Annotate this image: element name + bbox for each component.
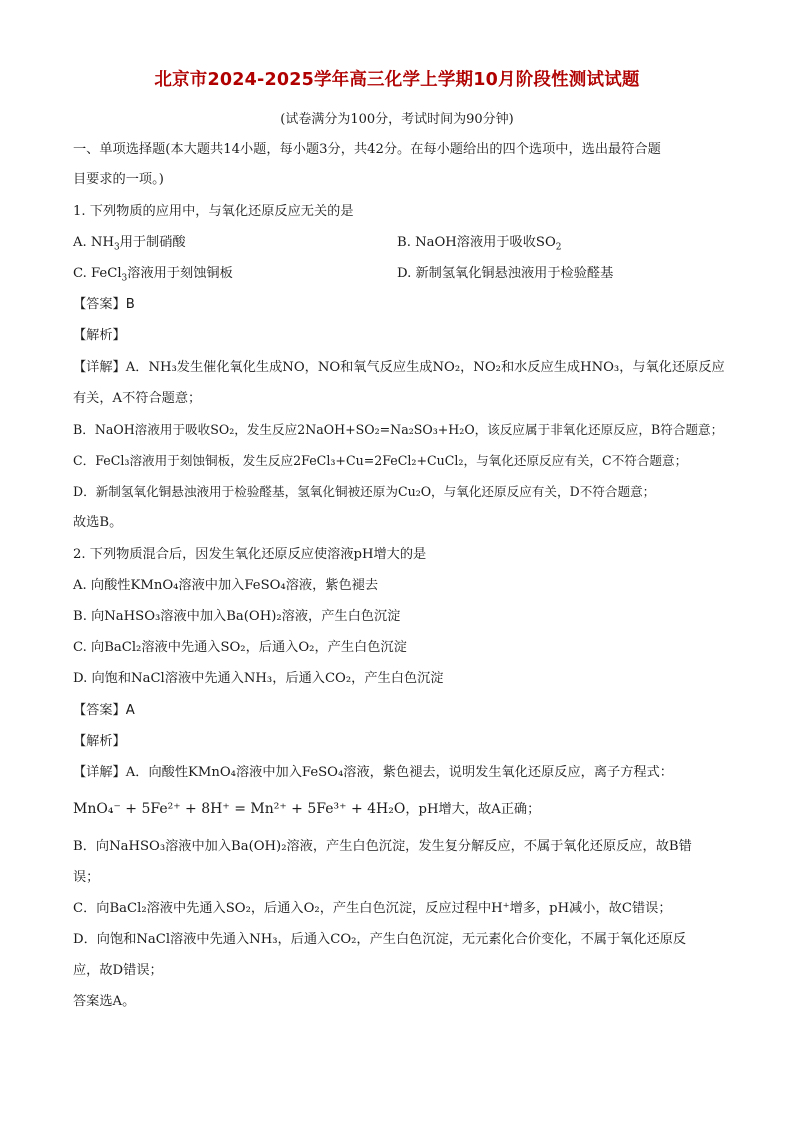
q1-detail-line: C．FeCl₃溶液用于刻蚀铜板，发生反应2FeCl₃+Cu=2FeCl₂+CuCl₂，与氧化还原反应有关，C不符合题意； (73, 453, 688, 468)
q2-detail-line: 误； (73, 870, 100, 885)
q2-detail-line: 应，故D错误； (73, 963, 163, 978)
q2-detail-line: C．向BaCl₂溶液中先通入SO₂，后通入O₂，产生白色沉淀，反应过程中H⁺增多，pH减小，故C错误； (73, 901, 672, 916)
q1-option-a: A. $NH_3$用于制硝酸 (73, 235, 186, 253)
q2-conclusion: 答案选A。 (73, 994, 136, 1009)
q1-stem: 1. 下列物质的应用中，与氧化还原反应无关的是 (73, 204, 354, 219)
q2-detail-line: B．向NaHSO₃溶液中加入Ba(OH)₂溶液，产生白色沉淀，发生复分解反应，不属于氧化还原反应，故B错 (73, 839, 692, 854)
q1-detail-line: B．NaOH溶液用于吸收SO₂，发生反应2NaOH+SO₂=Na₂SO₃+H₂O，该反应属于非氧化还原反应，B符合题意； (73, 422, 724, 437)
q2-option-b: B. 向NaHSO₃溶液中加入Ba(OH)₂溶液，产生白色沉淀 (73, 609, 401, 624)
q2-detail-line: 【详解】A．向酸性KMnO₄溶液中加入FeSO₄溶液，紫色褪去，说明发生氧化还原反应，离子方程式： (73, 765, 673, 780)
q2-option-c: C. 向BaCl₂溶液中先通入SO₂，后通入O₂，产生白色沉淀 (73, 640, 407, 655)
q1-analysis-tag: 【解析】 (73, 328, 126, 343)
page-subtitle: (试卷满分为100分，考试时间为90分钟) (280, 112, 514, 127)
q1-conclusion: 故选B。 (73, 515, 123, 530)
q2-detail-line: D．向饱和NaCl溶液中先通入NH₃，后通入CO₂，产生白色沉淀，无元素化合价变化，不属于氧化还原反 (73, 932, 687, 947)
equation-tail: ，pH增大，故A正确； (405, 802, 541, 817)
section-heading-cont: 目要求的一项。) (73, 172, 164, 187)
q2-stem: 2. 下列物质混合后，因发生氧化还原反应使溶液pH增大的是 (73, 547, 427, 562)
q2-option-a: A. 向酸性KMnO₄溶液中加入FeSO₄溶液，紫色褪去 (73, 578, 379, 593)
q1-answer: 【答案】B (73, 297, 135, 312)
q1-option-b: B. NaOH溶液用于吸收$SO_2$ (397, 235, 562, 253)
q1-detail-line: 有关，A不符合题意； (73, 391, 202, 406)
q2-analysis-tag: 【解析】 (73, 734, 126, 749)
section-heading: 一、单项选择题(本大题共14小题，每小题3分，共42分。在每小题给出的四个选项中，选出最符合题 (73, 142, 661, 157)
q1-detail-line: D．新制氢氧化铜悬浊液用于检验醛基，氢氧化铜被还原为Cu₂O，与氧化还原反应有关，D不符合题意； (73, 484, 656, 499)
q2-answer: 【答案】A (73, 703, 135, 718)
q2-option-d: D. 向饱和NaCl溶液中先通入NH₃，后通入CO₂，产生白色沉淀 (73, 671, 444, 686)
q1-option-d: D. 新制氢氧化铜悬浊液用于检验醛基 (397, 266, 614, 281)
equation-formula: MnO₄⁻ + 5Fe²⁺ + 8H⁺ = Mn²⁺ + 5Fe³⁺ + 4H₂O (73, 801, 406, 817)
q1-detail-line: 【详解】A．NH₃发生催化氧化生成NO，NO和氧气反应生成NO₂，NO₂和水反应生成HNO₃，与氧化还原反应 (73, 360, 725, 375)
ionic-equation (73, 800, 540, 819)
page-title: 北京市2024-2025学年高三化学上学期10月阶段性测试试题 (154, 70, 640, 90)
q1-option-c: C. FeCl$_3$溶液用于刻蚀铜板 (73, 266, 233, 284)
